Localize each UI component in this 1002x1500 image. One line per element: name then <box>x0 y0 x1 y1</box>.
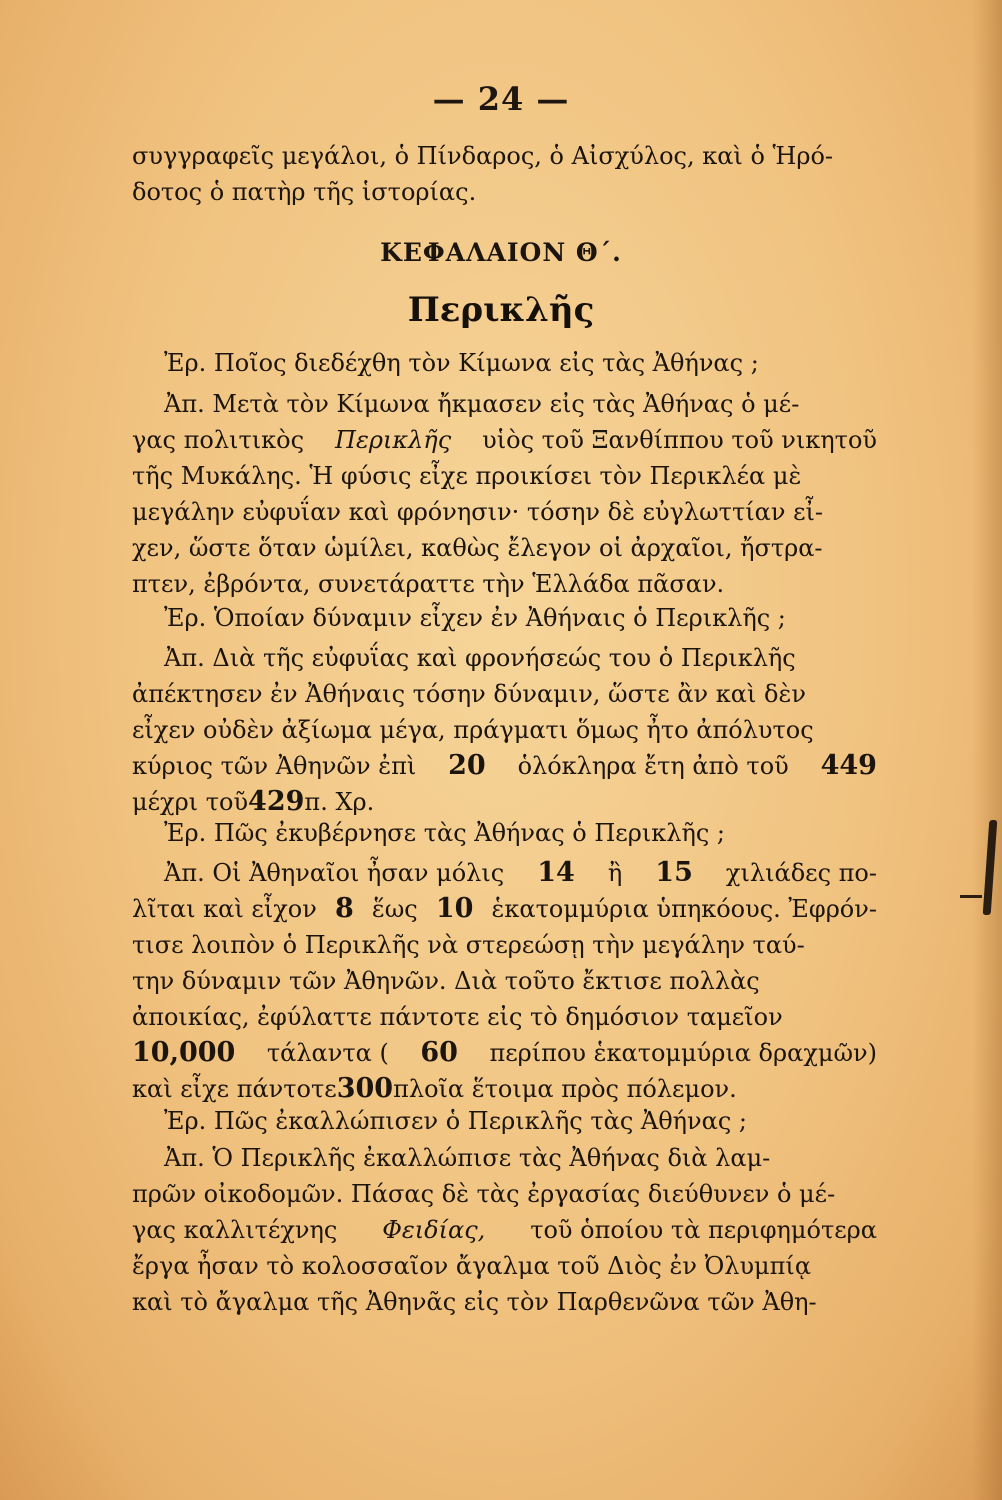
text-line: δοτος ὁ πατὴρ τῆς ἱστορίας. <box>132 178 477 206</box>
text-line: ἀπέκτησεν ἐν Ἀθήναις τόσην δύναμιν, ὥστε ἂν καὶ δὲν <box>132 680 806 708</box>
text-line <box>132 1071 877 1107</box>
text-line: Ἐρ. Πῶς ἐκαλλώπισεν ὁ Περικλῆς τὰς Ἀθήνας ; <box>164 1107 747 1135</box>
text-segment: ἕως <box>371 895 418 923</box>
text-segment: μέχρι τοῦ <box>132 788 249 816</box>
text-segment: χιλιάδες πο- <box>725 859 877 887</box>
page-edge-shadow <box>972 0 1002 1500</box>
italic-name: Περικλῆς <box>335 426 452 454</box>
margin-ink-tick <box>960 895 982 898</box>
text-line: συγγραφεῖς μεγάλοι, ὁ Πίνδαρος, ὁ Αἰσχύλος, καὶ ὁ Ἡρό- <box>132 142 834 170</box>
text-line: χεν, ὥστε ὅταν ὡμίλει, καθὼς ἔλεγον οἱ ἀρχαῖοι, ἤστρα- <box>132 534 823 562</box>
text-segment: πλοῖα ἕτοιμα πρὸς πόλεμον. <box>393 1075 737 1103</box>
text-segment: κύριος τῶν Ἀθηνῶν ἐπὶ <box>132 752 417 780</box>
intro-paragraph <box>132 138 877 210</box>
text-line <box>132 1212 877 1248</box>
text-line: τῆς Μυκάλης. Ἡ φύσις εἶχε προικίσει τὸν Περικλέα μὲ <box>132 462 802 490</box>
text-line <box>132 1035 877 1071</box>
answer-1 <box>132 386 877 602</box>
answer-3 <box>132 855 877 1107</box>
number-10: 10 <box>435 893 474 924</box>
text-line: καὶ τὸ ἄγαλμα τῆς Ἀθηνᾶς εἰς τὸν Παρθενῶνα τῶν Ἀθη- <box>132 1288 817 1316</box>
section-title: Περικλῆς <box>407 290 595 330</box>
number-429: 429 <box>248 786 305 817</box>
number-449: 449 <box>820 750 877 781</box>
text-line: Ἀπ. Ὁ Περικλῆς ἐκαλλώπισε τὰς Ἀθήνας διὰ λαμ- <box>164 1144 771 1172</box>
text-segment: καὶ εἶχε πάντοτε <box>132 1075 337 1103</box>
number-14: 14 <box>537 857 575 888</box>
text-segment: περίπου ἑκατομμύρια δραχμῶν) <box>489 1039 877 1067</box>
italic-name: Φειδίας, <box>382 1216 486 1244</box>
text-segment: γας καλλιτέχνης <box>132 1216 338 1244</box>
text-line: ἔργα ἦσαν τὸ κολοσσαῖον ἄγαλμα τοῦ Διὸς ἐν Ὀλυμπίᾳ <box>132 1252 812 1280</box>
answer-4 <box>132 1140 877 1320</box>
question-1 <box>132 345 877 381</box>
text-line <box>132 748 877 784</box>
question-4 <box>132 1103 877 1139</box>
chapter-heading: ΚΕΦΑΛΑΙΟΝ Θ΄. <box>380 238 622 267</box>
question-3 <box>132 815 877 851</box>
number-20: 20 <box>448 750 486 781</box>
question-2 <box>132 600 877 636</box>
text-segment: τοῦ ὁποίου τὰ περιφημότερα <box>530 1216 877 1244</box>
text-segment: τάλαντα ( <box>266 1039 389 1067</box>
text-line: Ἀπ. Μετὰ τὸν Κίμωνα ἤκμασεν εἰς τὰς Ἀθήνας ὁ μέ- <box>164 390 800 418</box>
text-segment: λῖται καὶ εἶχον <box>132 895 317 923</box>
number-15: 15 <box>655 857 693 888</box>
page-number: — 24 — <box>432 80 570 118</box>
answer-2 <box>132 640 877 820</box>
text-segment: γας πολιτικὸς <box>132 426 305 454</box>
text-line <box>132 422 877 458</box>
text-line: εἶχεν οὐδὲν ἀξίωμα μέγα, πράγματι ὅμως ἦτο ἀπόλυτος <box>132 716 814 744</box>
text-line: Ἐρ. Ὁποίαν δύναμιν εἶχεν ἐν Ἀθήναις ὁ Περικλῆς ; <box>164 604 786 632</box>
text-segment: ἢ <box>607 859 623 887</box>
text-line: πρῶν οἰκοδομῶν. Πάσας δὲ τὰς ἐργασίας διεύθυνεν ὁ μέ- <box>132 1180 836 1208</box>
text-line: Ἐρ. Ποῖος διεδέχθη τὸν Κίμωνα εἰς τὰς Ἀθήνας ; <box>164 349 759 377</box>
text-segment: π. Χρ. <box>304 788 375 816</box>
text-line: μεγάλην εὐφυΐαν καὶ φρόνησιν· τόσην δὲ εὐγλωττίαν εἶ- <box>132 498 824 526</box>
number-8: 8 <box>334 893 354 924</box>
text-line: πτεν, ἐβρόντα, συνετάραττε τὴν Ἑλλάδα πᾶσαν. <box>132 570 725 598</box>
number-60: 60 <box>420 1037 458 1068</box>
text-line <box>132 891 877 927</box>
text-line: ἀποικίας, ἐφύλαττε πάντοτε εἰς τὸ δημόσιον ταμεῖον <box>132 1003 783 1031</box>
text-line: την δύναμιν τῶν Ἀθηνῶν. Διὰ τοῦτο ἔκτισε πολλὰς <box>132 967 760 995</box>
text-line: Ἐρ. Πῶς ἐκυβέρνησε τὰς Ἀθήνας ὁ Περικλῆς ; <box>164 819 725 847</box>
text-segment: ἑκατομμύρια ὑπηκόους. Ἐφρόν- <box>491 895 877 923</box>
text-segment: υἱὸς τοῦ Ξανθίππου τοῦ νικητοῦ <box>482 426 877 454</box>
text-segment: ὁλόκληρα ἔτη ἀπὸ τοῦ <box>517 752 789 780</box>
number-10000: 10,000 <box>132 1037 236 1068</box>
text-line <box>132 855 877 891</box>
text-segment: Ἀπ. Οἱ Ἀθηναῖοι ἦσαν μόλις <box>164 859 505 887</box>
text-line: τισε λοιπὸν ὁ Περικλῆς νὰ στερεώσῃ τὴν μεγάλην ταύ- <box>132 931 805 959</box>
text-line: Ἀπ. Διὰ τῆς εὐφυΐας καὶ φρονήσεώς του ὁ Περικλῆς <box>164 644 796 672</box>
number-300: 300 <box>336 1073 394 1104</box>
